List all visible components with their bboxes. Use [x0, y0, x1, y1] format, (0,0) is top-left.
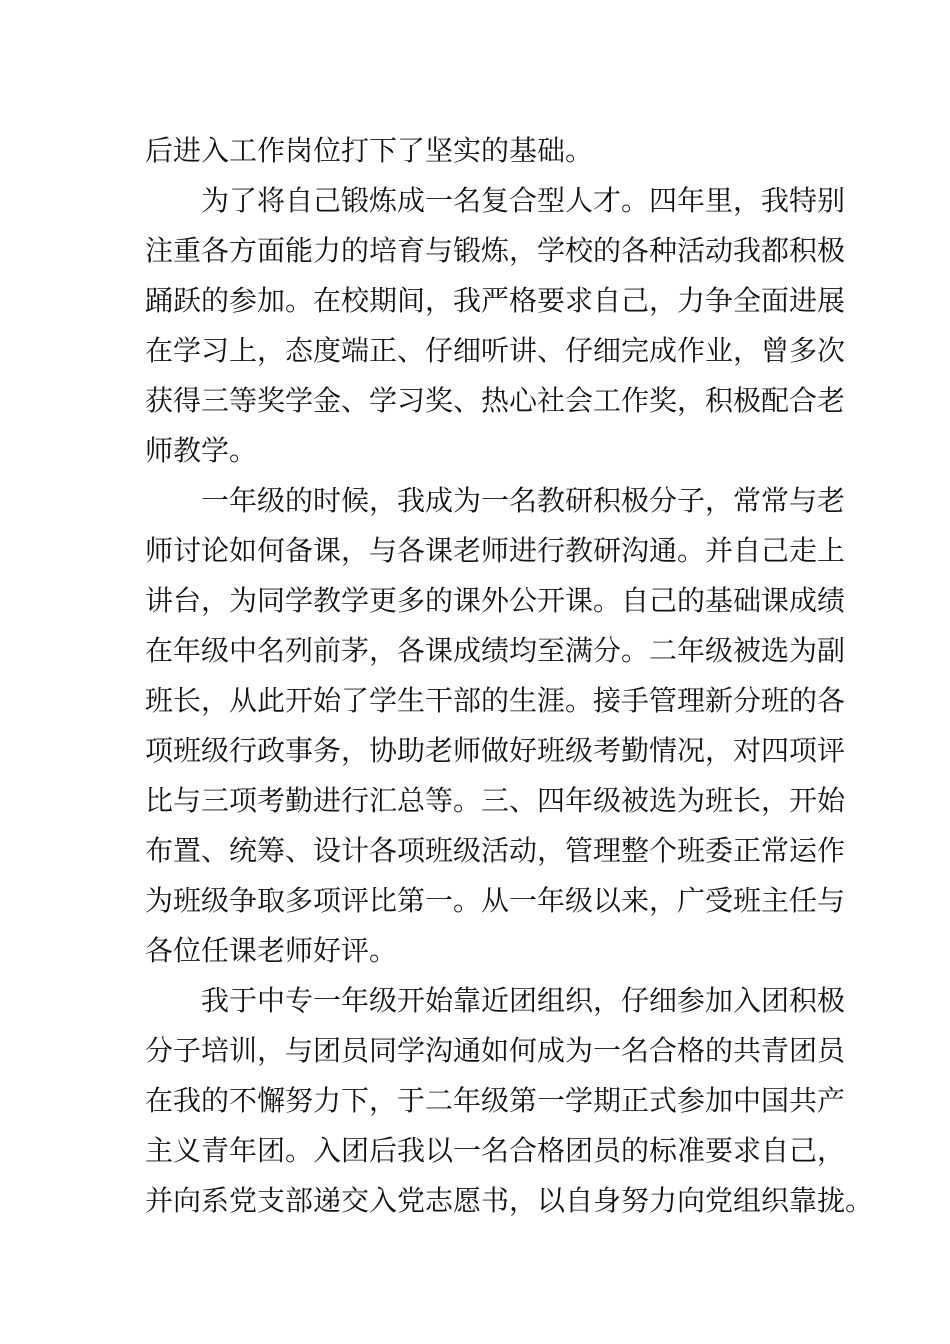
text-line: 获得三等奖学金、学习奖、热心社会工作奖，积极配合老: [145, 384, 846, 417]
text-line: 各位任课老师好评。: [145, 934, 398, 967]
text-line: 主义青年团。入团后我以一名合格团员的标准要求自己，: [145, 1134, 846, 1167]
text-line: 分子培训，与团员同学沟通如何成为一名合格的共青团员: [145, 1034, 846, 1067]
text-line: 一年级的时候，我成为一名教研积极分子，常常与老: [201, 484, 846, 517]
text-line: 师讨论如何备课，与各课老师进行教研沟通。并自己走上: [145, 534, 846, 567]
text-line: 讲台，为同学教学更多的课外公开课。自己的基础课成绩: [145, 584, 846, 617]
text-line: 并向系党支部递交入党志愿书，以自身努力向党组织靠拢。: [145, 1184, 874, 1217]
text-line: 班长，从此开始了学生干部的生涯。接手管理新分班的各: [145, 684, 846, 717]
text-line: 为了将自己锻炼成一名复合型人才。四年里，我特别: [201, 184, 846, 217]
text-line: 在我的不懈努力下，于二年级第一学期正式参加中国共产: [145, 1084, 846, 1117]
text-line: 踊跃的参加。在校期间，我严格要求自己，力争全面进展: [145, 284, 846, 317]
text-line: 后进入工作岗位打下了坚实的基础。: [145, 134, 594, 167]
text-line: 布置、统筹、设计各项班级活动，管理整个班委正常运作: [145, 834, 846, 867]
text-line: 比与三项考勤进行汇总等。三、四年级被选为班长，开始: [145, 784, 846, 817]
text-line: 在年级中名列前茅，各课成绩均至满分。二年级被选为副: [145, 634, 846, 667]
text-line: 我于中专一年级开始靠近团组织，仔细参加入团积极: [201, 984, 846, 1017]
text-line: 注重各方面能力的培育与锻炼，学校的各种活动我都积极: [145, 234, 846, 267]
text-line: 在学习上，态度端正、仔细听讲、仔细完成作业，曾多次: [145, 334, 846, 367]
text-line: 师教学。: [145, 434, 258, 467]
text-line: 项班级行政事务，协助老师做好班级考勤情况，对四项评: [145, 734, 846, 767]
document-body: [145, 126, 874, 1226]
text-line: 为班级争取多项评比第一。从一年级以来，广受班主任与: [145, 884, 846, 917]
